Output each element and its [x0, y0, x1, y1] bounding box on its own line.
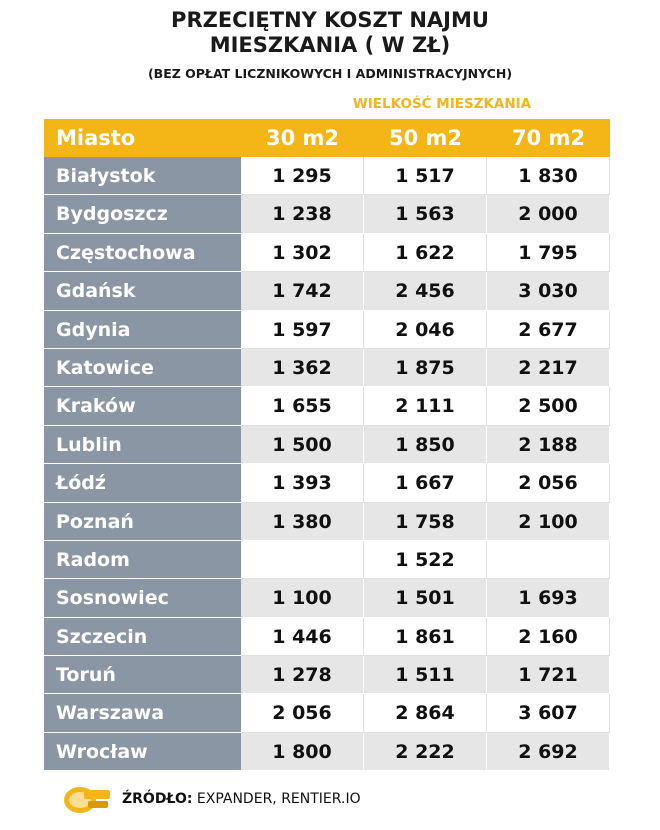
city-cell: Katowice: [44, 349, 241, 387]
city-cell: Warszawa: [44, 694, 241, 732]
value-cell: 2 456: [364, 272, 487, 310]
table-row: [44, 656, 610, 694]
rent-table: [44, 119, 610, 771]
table-row: [44, 464, 610, 502]
value-cell: 1 522: [364, 541, 487, 579]
value-cell: 1 742: [241, 272, 364, 310]
table-row: [44, 234, 610, 272]
table-row: [44, 195, 610, 233]
value-cell: 1 800: [241, 733, 364, 771]
table-row: [44, 694, 610, 732]
value-cell: 1 693: [487, 579, 610, 617]
table-row: [44, 272, 610, 310]
footer: [60, 784, 361, 814]
city-cell: Sosnowiec: [44, 579, 241, 617]
value-cell: 2 188: [487, 426, 610, 464]
value-cell: 2 217: [487, 349, 610, 387]
city-cell: Białystok: [44, 157, 241, 195]
value-cell: 2 056: [241, 694, 364, 732]
value-cell: 1 721: [487, 656, 610, 694]
value-cell: 2 160: [487, 618, 610, 656]
table-row: [44, 349, 610, 387]
value-cell: 2 111: [364, 387, 487, 425]
table-header: [44, 119, 610, 157]
table-row: [44, 733, 610, 771]
source-text: EXPANDER, RENTIER.IO: [192, 791, 361, 807]
value-cell: 1 830: [487, 157, 610, 195]
value-cell: 1 302: [241, 234, 364, 272]
source-label: ŹRÓDŁO:: [122, 791, 193, 807]
table-row: [44, 311, 610, 349]
value-cell: 1 622: [364, 234, 487, 272]
value-cell: 1 446: [241, 618, 364, 656]
value-cell: 2 677: [487, 311, 610, 349]
value-cell: 1 597: [241, 311, 364, 349]
value-cell: 1 393: [241, 464, 364, 502]
city-cell: Łódź: [44, 464, 241, 502]
title-line-1: PRZECIĘTNY KOSZT NAJMU: [171, 8, 489, 32]
source-note: [122, 791, 361, 807]
city-cell: Toruń: [44, 656, 241, 694]
subtitle: (BEZ OPŁAT LICZNIKOWYCH I ADMINISTRACYJNYCH): [147, 66, 513, 81]
city-cell: Kraków: [44, 387, 241, 425]
value-cell: 1 655: [241, 387, 364, 425]
value-cell: 3 607: [487, 694, 610, 732]
value-cell: 1 795: [487, 234, 610, 272]
value-cell: 1 362: [241, 349, 364, 387]
header-30m2: 30 m2: [265, 126, 340, 150]
city-cell: Gdynia: [44, 311, 241, 349]
value-cell: 1 861: [364, 618, 487, 656]
city-cell: Lublin: [44, 426, 241, 464]
value-cell: 2 100: [487, 503, 610, 541]
table-row: [44, 157, 610, 195]
city-cell: Bydgoszcz: [44, 195, 241, 233]
value-cell: 1 500: [241, 426, 364, 464]
value-cell: 2 500: [487, 387, 610, 425]
table-row: [44, 618, 610, 656]
value-cell: 1 875: [364, 349, 487, 387]
value-cell: 2 692: [487, 733, 610, 771]
value-cell: 2 864: [364, 694, 487, 732]
value-cell: 1 511: [364, 656, 487, 694]
table-row: [44, 426, 610, 464]
value-cell: 1 667: [364, 464, 487, 502]
value-cell: 1 501: [364, 579, 487, 617]
table-row: [44, 387, 610, 425]
value-cell: 1 278: [241, 656, 364, 694]
value-cell: 1 850: [364, 426, 487, 464]
city-cell: Gdańsk: [44, 272, 241, 310]
value-cell: 1 100: [241, 579, 364, 617]
table-row: [44, 503, 610, 541]
value-cell: 2 000: [487, 195, 610, 233]
table-body: [44, 157, 610, 771]
value-cell: 1 380: [241, 503, 364, 541]
header-70m2: 70 m2: [511, 126, 586, 150]
value-cell: 1 758: [364, 503, 487, 541]
magazine-logo-icon: [60, 784, 112, 814]
value-cell: 2 222: [364, 733, 487, 771]
value-cell: [487, 541, 610, 579]
header-50m2: 50 m2: [388, 126, 463, 150]
value-cell: 3 030: [487, 272, 610, 310]
table-row: [44, 541, 610, 579]
city-cell: Częstochowa: [44, 234, 241, 272]
table-row: [44, 579, 610, 617]
city-cell: Wrocław: [44, 733, 241, 771]
column-group-label: WIELKOŚĆ MIESZKANIA: [352, 96, 532, 112]
value-cell: 1 563: [364, 195, 487, 233]
city-cell: Radom: [44, 541, 241, 579]
page-title: [0, 8, 660, 58]
value-cell: [241, 541, 364, 579]
value-cell: 2 046: [364, 311, 487, 349]
value-cell: 1 517: [364, 157, 487, 195]
city-cell: Poznań: [44, 503, 241, 541]
header-city: Miasto: [56, 126, 136, 150]
city-cell: Szczecin: [44, 618, 241, 656]
value-cell: 1 238: [241, 195, 364, 233]
value-cell: 1 295: [241, 157, 364, 195]
title-line-2: MIESZKANIA ( W ZŁ): [209, 33, 451, 57]
value-cell: 2 056: [487, 464, 610, 502]
